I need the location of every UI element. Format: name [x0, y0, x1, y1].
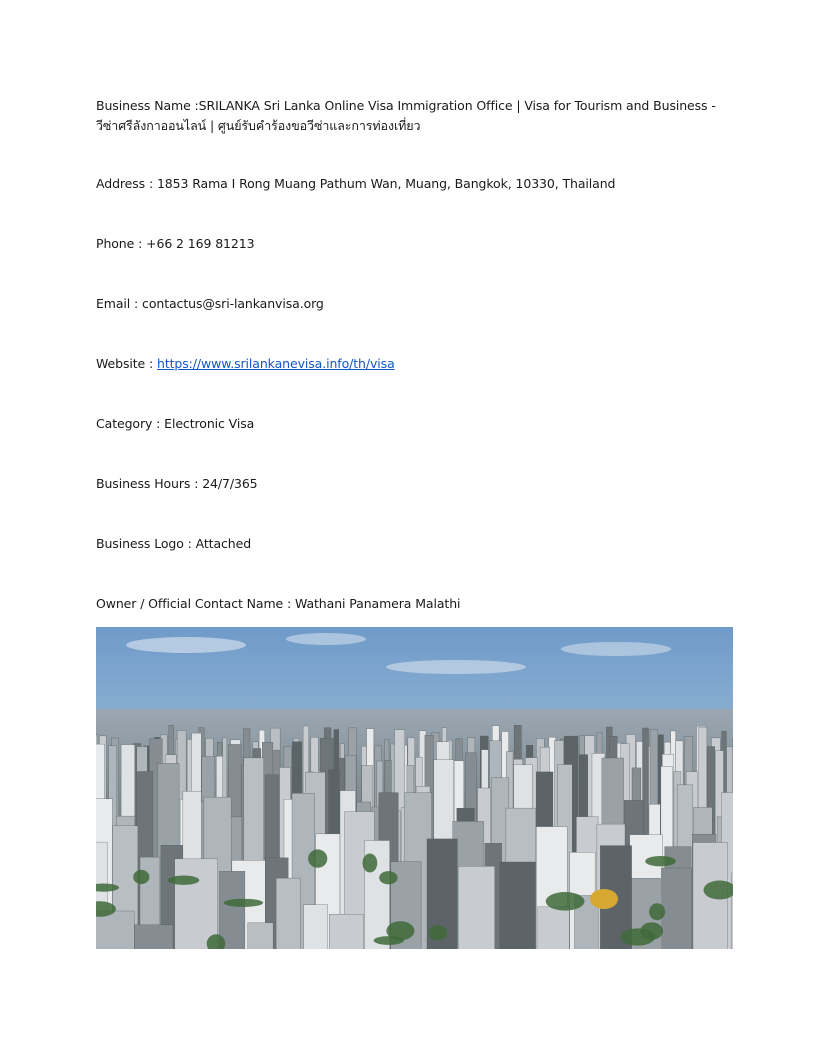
business-name-field	[96, 96, 733, 136]
field-value: 1853 Rama I Rong Muang Pathum Wan, Muang, Bangkok, 10330, Thailand	[156, 176, 616, 191]
field-value: Attached	[195, 536, 252, 551]
business-hours-field	[96, 474, 733, 494]
building-shape	[134, 925, 173, 949]
building-shape	[458, 866, 495, 949]
tree-patch	[546, 892, 585, 911]
building-shape	[500, 862, 536, 949]
field-value: contactus@sri-lankanvisa.org	[142, 296, 324, 311]
field-value: Electronic Visa	[164, 416, 255, 431]
website-field	[96, 354, 733, 374]
building-shape	[329, 914, 363, 949]
field-label: Category :	[96, 416, 165, 431]
field-label: Email :	[96, 296, 143, 311]
tree-patch	[308, 849, 327, 867]
building-shape	[219, 871, 245, 949]
field-label: Website :	[96, 356, 157, 371]
tree-patch	[649, 903, 665, 920]
tree-patch	[645, 856, 676, 866]
building-shape	[304, 905, 328, 949]
tree-patch	[133, 870, 149, 884]
tree-patch	[428, 925, 447, 940]
field-value: Wathani Panamera Malathi	[294, 596, 461, 611]
building-shape	[175, 859, 218, 949]
business-logo-field	[96, 534, 733, 554]
field-label: Business Hours :	[96, 476, 203, 491]
field-label: Owner / Official Contact Name :	[96, 596, 295, 611]
tree-patch	[224, 899, 264, 907]
tree-patch	[379, 871, 397, 884]
tree-patch	[374, 936, 404, 945]
address-field	[96, 174, 733, 194]
email-field	[96, 294, 733, 314]
field-value: 24/7/365	[202, 476, 258, 491]
field-value: +66 2 169 81213	[146, 236, 255, 251]
building-shape	[276, 878, 300, 949]
field-label: Business Name :	[96, 98, 199, 113]
tree-patch	[620, 928, 655, 945]
field-label: Phone :	[96, 236, 147, 251]
tree-patch	[363, 854, 378, 873]
website-link[interactable]: https://www.srilankanevisa.info/th/visa	[157, 356, 395, 371]
document-page	[96, 96, 733, 654]
field-label: Business Logo :	[96, 536, 196, 551]
city-skyline-photo	[96, 627, 733, 949]
field-label: Address :	[96, 176, 157, 191]
tree-patch	[168, 876, 199, 885]
building-shape	[248, 923, 273, 949]
category-field	[96, 414, 733, 434]
field-value: SRILANKA Sri Lanka Online Visa Immigration Office | Visa for Tourism and Business - วีซ่าศรีลังกาออนไลน์ | ศูนย์รับคำร้องขอวีซ่าและการท่องเที่ยว	[96, 98, 716, 133]
owner-contact-field	[96, 594, 733, 614]
building-shape	[538, 907, 570, 949]
building-shape	[661, 868, 691, 949]
phone-field	[96, 234, 733, 254]
